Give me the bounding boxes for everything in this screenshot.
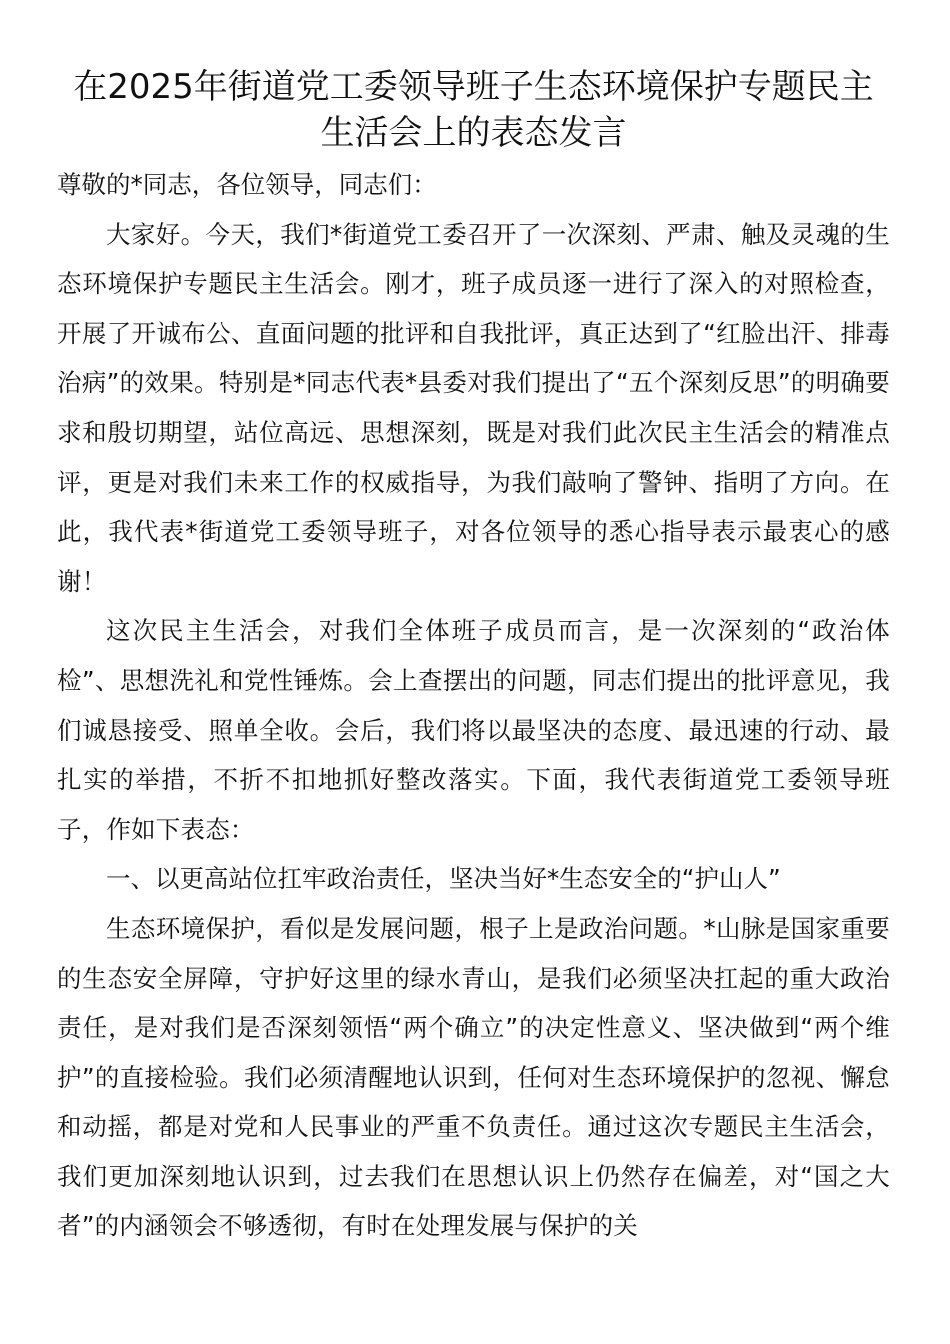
- section-paragraph-1: 生态环境保护，看似是发展问题，根子上是政治问题。*山脉是国家重要的生态安全屏障，守护好这里的绿水青山，是我们必须坚决扛起的重大政治责任，是对我们是否深刻领悟“两个确立”的决定性意义、坚决做到“两个维护”的直接检验。我们必须清醒地认识到，任何对生态环境保护的忽视、懈怠和动摇，都是对党和人民事业的严重不负责任。通过这次专题民主生活会，我们更加深刻地认识到，过去我们在思想认识上仍然存在偏差，对“国之大者”的内涵领会不够透彻，有时在处理发展与保护的关: [57, 913, 890, 1241]
- document-title: 在2025年街道党工委领导班子生态环境保护专题民主生活会上的表态发言: [73, 67, 874, 153]
- document-page: [57, 64, 890, 1251]
- body-paragraph-1: 大家好。今天，我们*街道党工委召开了一次深刻、严肃、触及灵魂的生态环境保护专题民主生活会。刚才，班子成员逐一进行了深入的对照检查，开展了开诚布公、直面问题的批评和自我批评，真正达到了“红脸出汗、排毒治病”的效果。特别是*同志代表*县委对我们提出了“五个深刻反思”的明确要求和殷切期望，站位高远、思想深刻，既是对我们此次民主生活会的精准点评，更是对我们未来工作的权威指导，为我们敲响了警钟、指明了方向。在此，我代表*街道党工委领导班子，对各位领导的悉心指导表示最衷心的感谢！: [57, 219, 890, 596]
- body-paragraph-2: 这次民主生活会，对我们全体班子成员而言，是一次深刻的“政治体检”、思想洗礼和党性锤炼。会上查摆出的问题，同志们提出的批评意见，我们诚恳接受、照单全收。会后，我们将以最坚决的态度、最迅速的行动、最扎实的举措，不折不扣地抓好整改落实。下面，我代表街道党工委领导班子，作如下表态：: [57, 616, 890, 844]
- section-heading-1: 一、以更高站位扛牢政治责任，坚决当好*生态安全的“护山人”: [106, 864, 781, 894]
- salutation: 尊敬的*同志，各位领导，同志们：: [57, 170, 437, 199]
